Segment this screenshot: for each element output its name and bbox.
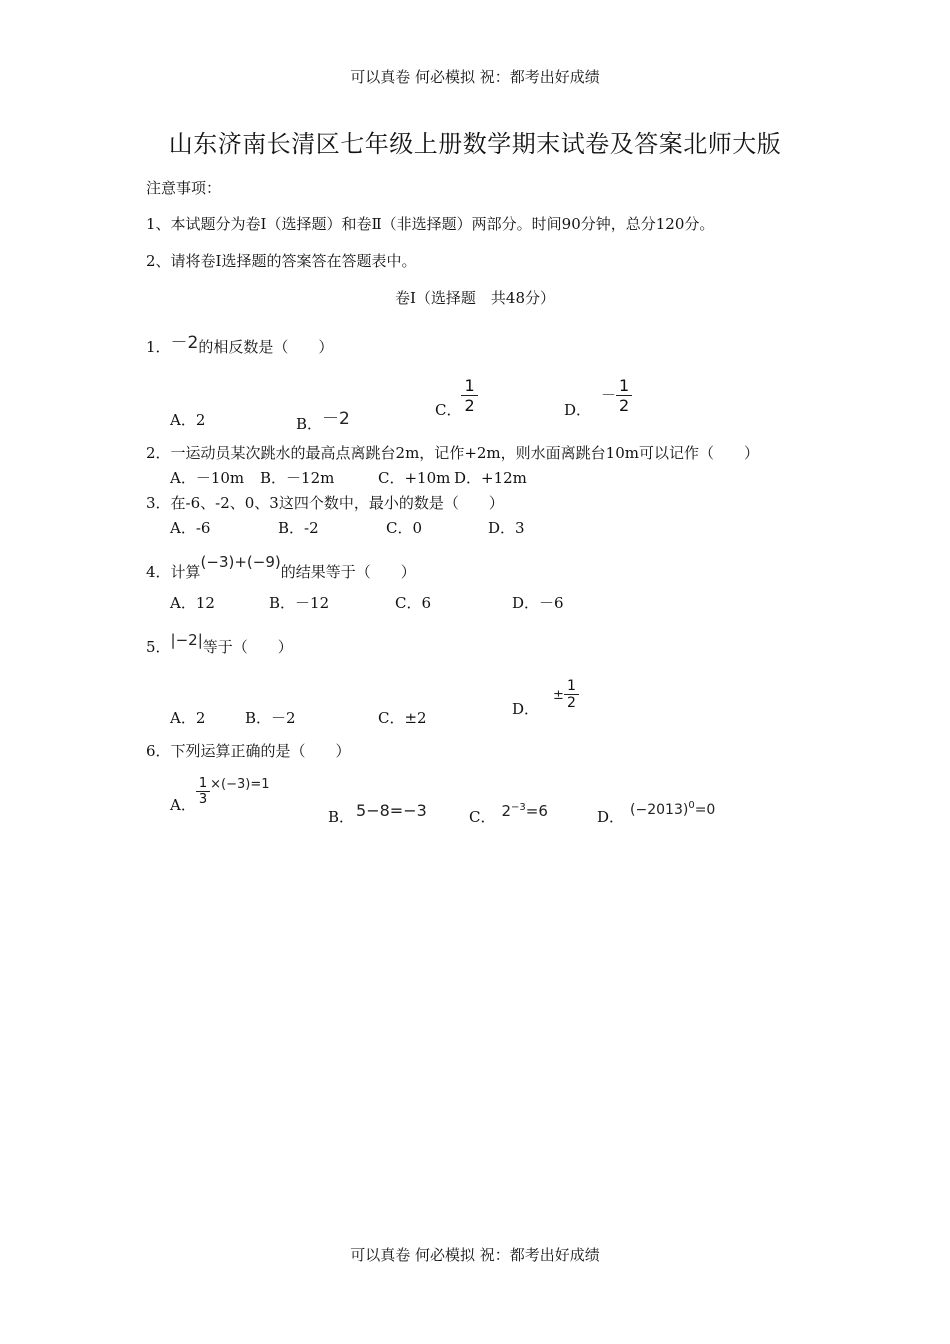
math-expression: |−2| xyxy=(170,631,203,649)
math-expression: =6 xyxy=(525,802,548,820)
question-number: 1． xyxy=(146,338,171,356)
question-3: 3．在-6、-2、0、3这四个数中，最小的数是（ ） xyxy=(146,494,504,512)
q2-option-c: C．+10m xyxy=(378,469,451,487)
q5-option-a: A．2 xyxy=(170,709,206,727)
document-title: 山东济南长清区七年级上册数学期末试卷及答案北师大版 xyxy=(168,130,782,158)
option-label: D． xyxy=(597,808,625,826)
denominator: 2 xyxy=(616,395,632,415)
q3-option-d: D．3 xyxy=(488,519,525,537)
numerator: 1 xyxy=(619,376,630,395)
fraction xyxy=(564,678,579,711)
q2-option-a: A．－10m xyxy=(170,469,245,487)
question-number: 5． xyxy=(146,638,171,656)
math-expression: =0 xyxy=(694,802,716,818)
q3-option-b: B．-2 xyxy=(278,519,319,537)
page-header: 可以真卷 何必模拟 祝：都考出好成绩 xyxy=(350,68,600,86)
plus-minus-sign: ± xyxy=(553,687,564,703)
math-exponent: −3 xyxy=(511,802,526,813)
notes-heading: 注意事项： xyxy=(146,179,222,197)
question-1 xyxy=(146,332,333,357)
question-text: 的相反数是（ ） xyxy=(198,338,334,356)
fraction xyxy=(616,376,632,415)
notes-item-1: 1、本试题分为卷Ⅰ（选择题）和卷Ⅱ（非选择题）两部分。时间90分钟，总分120分。 xyxy=(146,215,715,233)
numerator: 1 xyxy=(566,678,576,694)
question-5 xyxy=(146,631,293,657)
option-label: B． xyxy=(296,415,323,433)
fraction xyxy=(461,376,477,415)
option-label: D． xyxy=(564,400,592,419)
q1-option-c xyxy=(435,376,478,419)
math-base: 2 xyxy=(501,802,512,820)
notes-item-2: 2、请将卷Ⅰ选择题的答案答在答题表中。 xyxy=(146,252,417,270)
minus-sign: － xyxy=(601,385,617,404)
q1-option-b xyxy=(296,404,350,433)
option-label: D． xyxy=(512,699,540,718)
math-expression: 5−8=−3 xyxy=(356,801,427,820)
math-base: (−2013) xyxy=(630,802,689,818)
numerator: 1 xyxy=(198,776,208,791)
math-expression: －2 xyxy=(322,409,350,429)
question-text: 等于（ ） xyxy=(202,638,293,656)
q4-option-a: A．12 xyxy=(170,594,215,612)
q6-option-b xyxy=(328,800,427,826)
math-expression: －2 xyxy=(170,333,199,353)
q1-option-d xyxy=(564,376,632,419)
option-label: A． xyxy=(170,795,196,814)
option-label: C． xyxy=(469,808,496,826)
question-2: 2．一运动员某次跳水的最高点离跳台2m，记作+2m，则水面离跳台10m可以记作（ ） xyxy=(146,444,759,462)
math-exponent: 0 xyxy=(688,800,695,811)
numerator: 1 xyxy=(464,376,475,395)
denominator: 3 xyxy=(196,791,210,807)
q3-option-c: C．0 xyxy=(386,519,423,537)
question-text: 的结果等于（ ） xyxy=(280,563,416,581)
q5-option-b: B．－2 xyxy=(245,709,296,727)
denominator: 2 xyxy=(564,694,579,711)
question-6: 6．下列运算正确的是（ ） xyxy=(146,742,351,760)
fraction xyxy=(196,776,210,807)
q2-option-b: B．－12m xyxy=(260,469,335,487)
option-label: B． xyxy=(328,808,355,826)
question-4 xyxy=(146,553,416,582)
option-label: C． xyxy=(435,400,462,419)
q4-option-c: C．6 xyxy=(395,594,432,612)
q2-option-d: D．+12m xyxy=(454,469,527,487)
denominator: 2 xyxy=(461,395,477,415)
q6-option-d xyxy=(597,798,716,826)
q3-option-a: A．-6 xyxy=(170,519,211,537)
q4-option-d: D．－6 xyxy=(512,594,564,612)
q6-option-c xyxy=(469,800,548,826)
question-number: 4．计算 xyxy=(146,563,201,581)
q4-option-b: B．－12 xyxy=(269,594,330,612)
math-expression: (−3)+(−9) xyxy=(200,553,281,571)
page-footer: 可以真卷 何必模拟 祝：都考出好成绩 xyxy=(350,1246,600,1264)
section-title: 卷Ⅰ（选择题 共48分） xyxy=(394,289,555,307)
math-expression: ×(−3)=1 xyxy=(210,776,270,792)
q5-option-c: C．±2 xyxy=(378,709,427,727)
q1-option-a: A．2 xyxy=(170,411,206,429)
q5-option-d xyxy=(512,678,579,718)
q6-option-a xyxy=(170,776,270,814)
